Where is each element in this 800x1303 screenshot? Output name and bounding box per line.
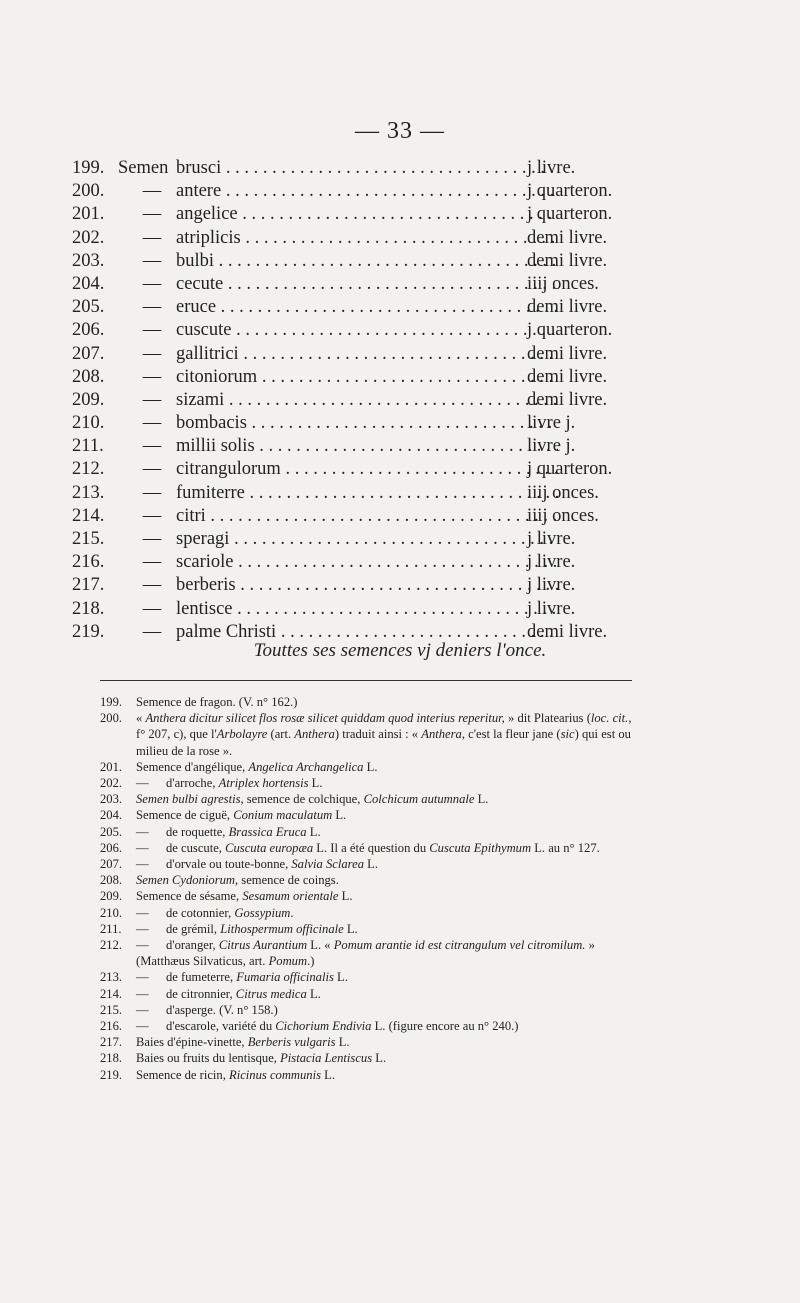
entry-prefix: — [142, 482, 162, 503]
note-201: 201. Semence d'angélique, Angelica Archangelica L. [100, 759, 378, 774]
entry-prefix: — [142, 529, 162, 549]
entry-quantity: iiij onces. [527, 482, 599, 503]
note-207: 207. — d'orvale ou toute-bonne, Salvia Sclarea L. [100, 857, 379, 872]
entry-quantity: j quarteron. [527, 204, 613, 225]
entry-quantity: demi livre. [527, 389, 608, 410]
entry-name: citoniorum . . . [176, 366, 558, 389]
entry-quantity: demi livre. [527, 366, 608, 387]
note-205: 205. — de roquette, Brassica Eruca L. [100, 824, 321, 839]
entry-name: scariole . . . [176, 551, 558, 574]
entry-prefix: — [142, 181, 162, 202]
entry-name: brusci . . . [176, 157, 560, 180]
seed-entry [72, 551, 632, 574]
entry-name: lentisce . . . [176, 598, 558, 621]
entry-number: 219. [72, 621, 105, 642]
entry-quantity: j livre. [527, 575, 576, 596]
seed-entry [72, 273, 632, 296]
entry-number: 213. [72, 482, 105, 503]
entry-number: 215. [72, 529, 105, 549]
entry-prefix: — [142, 436, 162, 457]
note-206: 206. — de cuscute, Cuscuta europæa L. Il a été question du Cuscuta Epithymum L. au n° 127. [100, 840, 600, 855]
note-202: 202. — d'arroche, Atriplex hortensis L. [100, 776, 323, 791]
entry-name: citri . . . [176, 505, 558, 528]
entry-quantity: j livre. [527, 529, 576, 549]
entry-name: palme Christi . . . [176, 621, 558, 644]
entry-prefix: — [142, 204, 162, 225]
entry-prefix: — [142, 552, 162, 573]
entry-quantity: demi livre. [527, 250, 608, 271]
entry-name: sizami . . . [176, 389, 558, 412]
entry-prefix: — [142, 227, 162, 248]
seed-entry [72, 435, 632, 458]
note-200: 200. « Anthera dicitur silicet flos rosæ silicet quiddam quod interius reperitur, » dit Platearius (loc. cit., f° 207, c), que l'Arbolayre (art. Anthera) traduit ainsi : « Anthera, c'est la fleur jane (sic) qui est ou milieu de la rose ». [100, 711, 632, 758]
entry-prefix: — [142, 413, 162, 434]
entry-quantity: j quarteron. [527, 459, 613, 480]
entry-number: 202. [72, 227, 105, 248]
seed-entry [72, 157, 632, 180]
seed-entry [72, 458, 632, 481]
seed-entry [72, 180, 632, 203]
note-217: 217. Baies d'épine-vinette, Berberis vulgaris L. [100, 1035, 350, 1050]
note-215: 215. — d'asperge. (V. n° 158.) [100, 1002, 278, 1017]
entry-quantity: j quarteron. [527, 181, 613, 202]
seed-entry [72, 389, 632, 412]
entry-number: 212. [72, 459, 105, 480]
note-203: 203. Semen bulbi agrestis, semence de colchique, Colchicum autumnale L. [100, 792, 489, 807]
entry-prefix: — [142, 621, 162, 642]
entry-prefix: — [142, 250, 162, 271]
note-204: 204. Semence de ciguë, Conium maculatum L. [100, 808, 347, 823]
footnotes [100, 694, 640, 1083]
seed-entry [72, 366, 632, 389]
seed-entry [72, 203, 632, 226]
entry-name: fumiterre . . . [176, 482, 558, 505]
seed-entry [72, 343, 632, 366]
note-209: 209. Semence de sésame, Sesamum orientale L. [100, 889, 353, 904]
entry-name: citrangulorum . . . [176, 458, 558, 481]
entry-number: 207. [72, 343, 105, 364]
seed-entry [72, 528, 632, 551]
summary-line: Touttes ses semences vj deniers l'once. [253, 640, 547, 661]
entry-number: 214. [72, 505, 105, 526]
entry-quantity: livre j. [527, 436, 576, 457]
entry-quantity: j livre. [527, 598, 576, 619]
note-214: 214. — de citronnier, Citrus medica L. [100, 986, 321, 1001]
note-218: 218. Baies ou fruits du lentisque, Pistacia Lentiscus L. [100, 1051, 387, 1066]
entry-number: 200. [72, 181, 105, 202]
entry-number: 217. [72, 575, 105, 596]
entry-number: 204. [72, 273, 105, 294]
note-210: 210. — de cotonnier, Gossypium. [100, 905, 294, 920]
entry-quantity: j livre. [527, 158, 576, 178]
entry-quantity: livre j. [527, 413, 576, 434]
entry-prefix: — [142, 320, 162, 341]
entry-name: cecute . . . [176, 273, 558, 296]
note-211: 211. — de grémil, Lithospermum officinale L. [100, 921, 358, 936]
entry-prefix: Semen [118, 158, 169, 178]
entry-name: cuscute . . . [176, 319, 558, 342]
seed-entry [72, 412, 632, 435]
footnote-rule [100, 680, 632, 681]
entry-number: 218. [72, 598, 105, 619]
entry-name: bulbi . . . [176, 250, 558, 273]
entry-number: 211. [72, 436, 104, 457]
entry-number: 208. [72, 366, 105, 387]
note-219: 219. Semence de ricin, Ricinus communis L. [100, 1067, 336, 1082]
note-208: 208. Semen Cydoniorum, semence de coings. [100, 873, 339, 888]
entry-prefix: — [142, 343, 162, 364]
seed-entry [72, 227, 632, 250]
entry-name: millii solis . . . [176, 435, 558, 458]
entry-number: 206. [72, 320, 105, 341]
entry-quantity: j livre. [527, 552, 576, 573]
entry-prefix: — [142, 459, 162, 480]
entry-quantity: iiij onces. [527, 505, 599, 526]
entry-prefix: — [142, 389, 162, 410]
entry-prefix: — [142, 366, 162, 387]
seed-entry [72, 250, 632, 273]
note-199: 199. Semence de fragon. (V. n° 162.) [100, 695, 298, 709]
entry-name: atriplicis . . . [176, 227, 558, 250]
note-213: 213. — de fumeterre, Fumaria officinalis L. [100, 970, 348, 985]
entry-quantity: demi livre. [527, 343, 608, 364]
note-212: 212. — d'oranger, Citrus Aurantium L. « Pomum arantie id est citrangulum vel citromilum. » (Matthæus Silvaticus, art. Pomum.) [100, 938, 595, 969]
entry-prefix: — [142, 505, 162, 526]
entry-quantity: demi livre. [527, 297, 608, 318]
entry-number: 216. [72, 552, 105, 573]
entry-quantity: j quarteron. [527, 320, 613, 341]
seed-list [72, 157, 632, 644]
seed-entry [72, 505, 632, 528]
entry-prefix: — [142, 273, 162, 294]
seed-entry [72, 296, 632, 319]
seed-entry [72, 319, 632, 342]
entry-quantity: demi livre. [527, 227, 608, 248]
seed-entry [72, 482, 632, 505]
seed-entry [72, 598, 632, 621]
entry-name: gallitrici . . . [176, 343, 558, 366]
entry-name: eruce . . . [176, 296, 558, 319]
entry-number: 201. [72, 204, 105, 225]
entry-name: antere . . . [176, 180, 558, 203]
entry-number: 205. [72, 297, 105, 318]
entry-prefix: — [142, 297, 162, 318]
entry-number: 199. [72, 158, 105, 178]
note-216: 216. — d'escarole, variété du Cichorium Endivia L. (figure encore au n° 240.) [100, 1019, 519, 1034]
entry-name: bombacis . . . [176, 412, 558, 435]
entry-name: angelice . . . [176, 203, 558, 226]
entry-prefix: — [142, 598, 162, 619]
page-number: — 33 — [355, 118, 445, 144]
entry-name: speragi . . . [176, 528, 558, 551]
entry-quantity: iiij onces. [527, 273, 599, 294]
entry-prefix: — [142, 575, 162, 596]
seed-entry [72, 574, 632, 597]
entry-name: berberis . . . [176, 574, 558, 597]
entry-number: 210. [72, 413, 105, 434]
entry-number: 209. [72, 389, 105, 410]
entry-number: 203. [72, 250, 105, 271]
entry-quantity: demi livre. [527, 621, 608, 642]
